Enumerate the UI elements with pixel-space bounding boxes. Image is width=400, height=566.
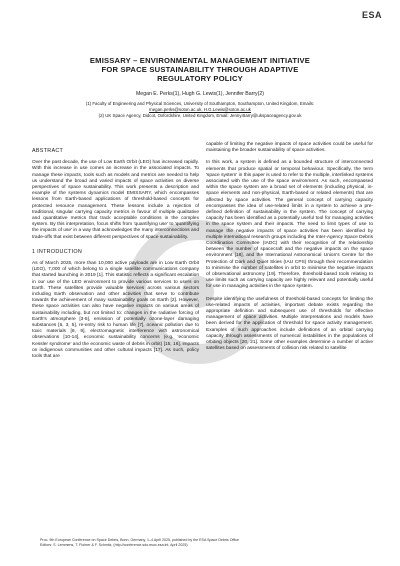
footer-editors: Editors: S. Lemmens, T. Flohrer & F. Schmitz, (http://conference.sdo.esoc.esa.int, April 2025) xyxy=(40,543,188,547)
paragraph: capable of limiting the negative impacts of space activities could be useful for maintaining the broader sustainability of space activities. xyxy=(206,142,373,154)
section-heading-introduction: 1 INTRODUCTION xyxy=(32,248,83,255)
section-heading-abstract: ABSTRACT xyxy=(32,148,64,154)
affiliation-1-emails[interactable]: megan.perks@soton.ac.uk, H.G.Lewis@soton.ac.uk xyxy=(149,106,251,112)
affiliation-2: (2) UK Space Agency, Didcot, Oxfordshire, United Kingdom, Email: Jenny.Barry@ukspaceagency.gov.uk xyxy=(98,112,302,118)
paper-title xyxy=(40,56,360,84)
conference-logo: ESA xyxy=(361,10,382,20)
author-list: Megan E. Perks(1), Hugh G. Lewis(1), Jennifer Barry(2) xyxy=(135,91,264,97)
introduction-text: As of March 2025, more than 10,000 active payloads are in Low Earth Orbit (LEO), 7,000 of which belong to a single satellite communications company that started launching in 2019 [1]. This statistic reflects a significant escalation in our use of the LEO environment to provide various services to users on Earth. These satellites provide valuable services across various sectors including Earth observation and other activities that serve to contribute towards the achievement of many sustainability goals on Earth [2]. However, these space activities can also have negative impacts on various areas of sustainability including, but not limited to: changes in the radiative forcing of Earth's atmosphere [3-5], emission of potentially ozone-layer damaging substances [6, 3, 5], re-entry risk to human life [7], oceanic pollution due to toxic materials [8, 9], electromagnetic interference with astronomical observations [10-14], economic sustainability concerns (e.g. 'economic Kessler syndrome' and the economic waste of debris in orbit) [15, 16], impacts on indigenous communities and other cultural impacts [17]. As such, policy tools that are xyxy=(32,261,199,360)
page-footer xyxy=(40,538,360,548)
title-line: FOR SPACE SUSTAINABILITY THROUGH ADAPTIVE xyxy=(101,65,299,75)
title-line: EMISSARY – ENVIRONMENTAL MANAGEMENT INITIATIVE xyxy=(89,56,311,65)
affiliation-1: (1) Faculty of Engineering and Physical Sciences, University of Southampton, Southampton, United Kingdom, Emails: xyxy=(85,101,315,106)
paragraph: In this work, a system is defined as a bounded structure of interconnected elements that produce spatial or temporal behaviour. Specifically, the term 'space system' in this paper is used to refer to the multiple, interlinked systems associated with the use of the space environment. As such, encompassed within the space system are a broad set of elements (including physical, in-space elements and non-physical, Earth-based or related elements) that are affected by space activities. The general concept of carrying capacity encompasses the idea of use-related limits in a system to achieve a pre-defined definition of sustainability in the system. The concept of carrying capacity has been identified as a potentially useful tool for managing activities in the space system and their impacts. The need to limit types of use to manage the negative impacts of space activities has been identified by multiple international research groups including the Inter-Agency Space Debris Coordination Committee (IADC) with their recognition of the relationship between the number of spacecraft and the negative impacts on the space environment [18], and the International Astronomical Union's Centre for the Protection of Dark and Quiet Skies (IAU CPS) through their recommendation to minimise the number of satellites in orbit to minimise the negative impacts of observational astronomy [19]. Therefore, threshold-based tools relating to use limits such as carrying capacity are highly relevant and potentially useful for use in managing activities in the space system. xyxy=(206,160,373,290)
footer-proceedings: Proc. 9th European Conference on Space Debris, Bonn, Germany, 1–4 April 2025, published by the ESA Space Debris Office xyxy=(40,538,240,542)
paragraph: Despite identifying the usefulness of threshold-based concepts for limiting the use-related impacts of activities, important debate exists regarding the appropriate definition and subsequent use of thresholds for effective management of space activities. Multiple interpretations and models have been derived for the application of threshold for space activity management. Examples of such approaches include definitions of an orbital carrying capacity through assessments of numerical instabilities in the populations of orbiting objects [20, 21]. Some other examples determine a number of active satellites based on assessments of collision risk related to satellite xyxy=(206,296,373,352)
affiliations xyxy=(40,101,360,118)
title-line: REGULATORY POLICY xyxy=(157,74,243,84)
right-column xyxy=(206,142,373,359)
abstract-text: Over the past decade, the use of Low Earth Orbit (LEO) has increased rapidly. With this increase in use comes an increase in the associated impacts. To manage these impacts, tools such as models and metrics are needed to help us understand the broad and varied impacts of space activities on diverse perspectives of space sustainability. This work presents a description and example of the systems dynamics model EMISSARY, which encompasses lessons from Earth-based applications of threshold-based concepts for protected resource management. These lessons include a rejection of traditional, singular carrying capacity metrics in favour of multiple qualitative and quantitative metrics that track acceptable conditions in the complex system. By this interpretation, focus shifts from 'quantifying use' to 'quantifying the impacts of use' in a way that acknowledges the many interconnections and trade-offs that exist between different perspectives of space sustainability. xyxy=(32,160,199,240)
left-column xyxy=(32,140,199,366)
